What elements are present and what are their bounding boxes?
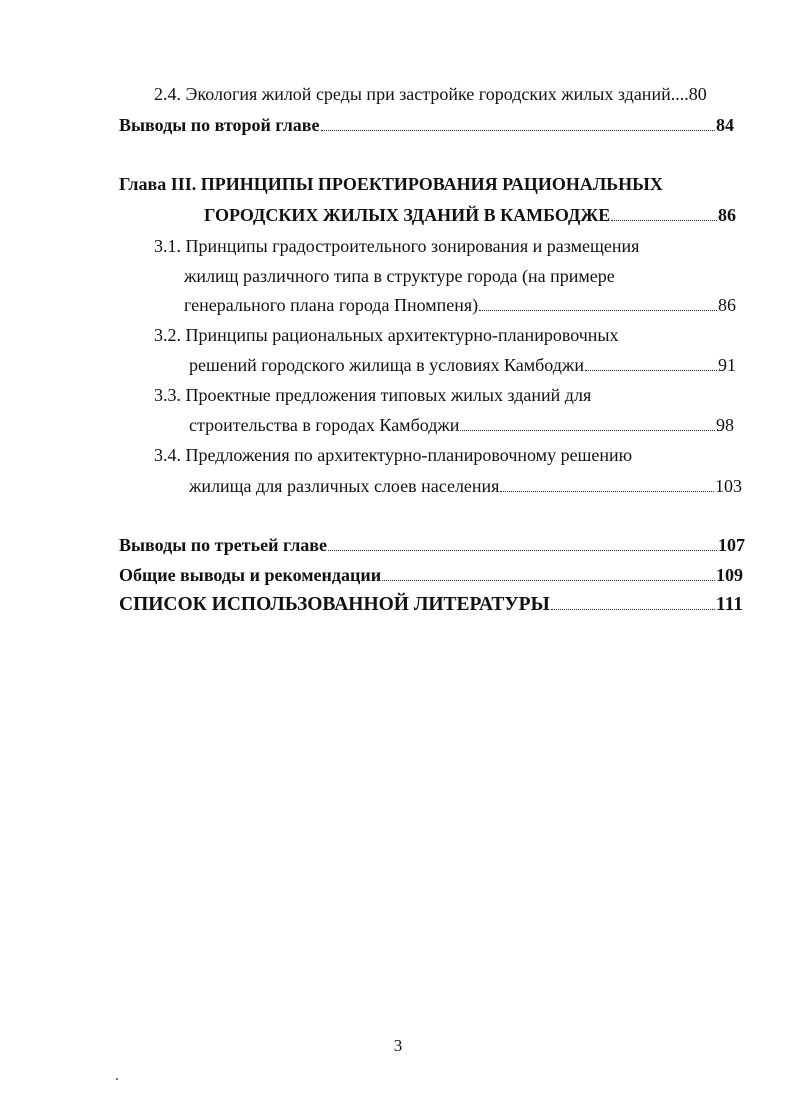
toc-entry-3-4-cont[interactable] [189, 474, 742, 498]
toc-entry-text: решений городского жилища в условиях Камбоджи [189, 355, 584, 375]
toc-bibliography[interactable] [119, 593, 743, 617]
toc-page-number: 80 [688, 84, 707, 104]
toc-page-number: 111 [715, 594, 743, 615]
toc-entry-text: 2.4. Экология жилой среды при застройке городских жилых зданий.... [154, 84, 689, 104]
toc-entry-text: 3.2. Принципы рациональных архитектурно-планировочных [154, 325, 619, 345]
toc-entry-3-4[interactable] [154, 443, 632, 467]
page-number: 3 [393, 1036, 403, 1055]
toc-entry-text: СПИСОК ИСПОЛЬЗОВАННОЙ ЛИТЕРАТУРЫ [119, 594, 550, 615]
toc-chapter-3-title-cont[interactable] [204, 203, 736, 227]
toc-page-number: 84 [716, 115, 734, 135]
dot-leader [551, 609, 715, 610]
toc-entry-text: жилищ различного типа в структуре города (на примере [184, 266, 615, 286]
toc-entry-2-4[interactable] [154, 82, 732, 106]
toc-entry-text: Выводы по второй главе [119, 115, 320, 135]
toc-conclusions-chapter-3[interactable] [119, 533, 745, 557]
toc-entry-3-2[interactable] [154, 323, 619, 347]
toc-entry-text: Выводы по третьей главе [119, 535, 328, 555]
toc-entry-text: Общие выводы и рекомендации [119, 565, 382, 585]
toc-conclusions-chapter-2[interactable] [119, 113, 734, 137]
toc-page-number: 109 [716, 565, 743, 585]
dot-leader [321, 130, 716, 131]
chapter-title-line: Глава III. ПРИНЦИПЫ ПРОЕКТИРОВАНИЯ РАЦИОНАЛЬНЫХ [119, 174, 663, 194]
dot-leader [479, 310, 717, 311]
toc-entry-3-1-cont[interactable] [184, 293, 736, 317]
toc-entry-text: 3.3. Проектные предложения типовых жилых зданий для [154, 385, 592, 405]
dot-leader [328, 550, 717, 551]
toc-page-number: 103 [715, 476, 742, 496]
toc-page-number: 86 [718, 205, 736, 225]
toc-entry-text: строительства в городах Камбоджи [189, 415, 460, 435]
scan-speck [116, 1078, 118, 1080]
dot-leader [585, 370, 717, 371]
toc-chapter-3-title[interactable] [119, 172, 663, 196]
toc-entry-3-3-cont[interactable] [189, 413, 734, 437]
toc-entry-text: 3.4. Предложения по архитектурно-планировочному решению [154, 445, 633, 465]
toc-page-number: 91 [718, 355, 736, 375]
toc-entry-3-2-cont[interactable] [189, 353, 736, 377]
toc-general-conclusions[interactable] [119, 563, 743, 587]
dot-leader [611, 220, 717, 221]
toc-entry-text: жилища для различных слоев населения [189, 476, 500, 496]
toc-entry-3-1-cont[interactable] [184, 264, 615, 288]
toc-entry-text: 3.1. Принципы градостроительного зонирования и размещения [154, 236, 640, 256]
toc-page-number: 86 [718, 295, 736, 315]
toc-entry-3-1[interactable] [154, 234, 639, 258]
toc-entry-text: генерального плана города Пномпеня) [184, 295, 479, 315]
dot-leader [460, 430, 715, 431]
toc-page-number: 107 [718, 535, 745, 555]
chapter-title-line: ГОРОДСКИХ ЖИЛЫХ ЗДАНИЙ В КАМБОДЖЕ [204, 205, 611, 225]
dot-leader [382, 580, 715, 581]
toc-page-number: 98 [716, 415, 734, 435]
dot-leader [500, 491, 714, 492]
toc-entry-3-3[interactable] [154, 383, 591, 407]
